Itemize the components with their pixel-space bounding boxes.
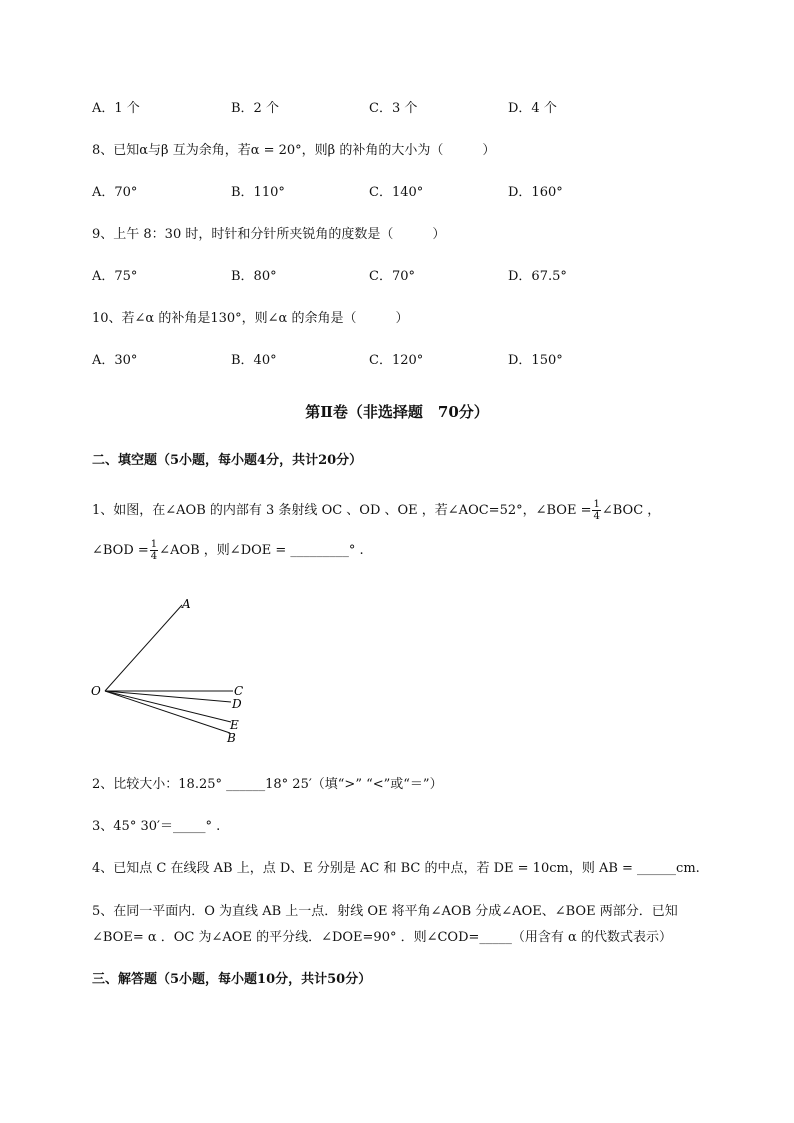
fill1-line2 [92, 538, 364, 564]
fill1-line1-text-after: ∠BOC ， [601, 503, 661, 518]
q10-option-b: B．40° [231, 353, 277, 368]
q10-option-a: A．30° [92, 353, 138, 368]
angle-rays-figure [85, 590, 265, 750]
fill1-line1-text-before: 1、如图，在∠AOB 的内部有 3 条射线 OC 、OD 、OE ，若∠AOC=52°，∠BOE = [92, 503, 592, 518]
fill4: 4、已知点 C 在线段 AB 上，点 D、E 分别是 AC 和 BC 的中点，若 DE = 10cm，则 AB = ______cm. [92, 861, 700, 876]
q8-options [92, 184, 712, 202]
fraction-one-quarter [592, 499, 600, 522]
q9-option-a: A．75° [92, 269, 138, 284]
q8-stem: 8、已知α与β 互为余角，若α = 20°，则β 的补角的大小为（ ） [92, 143, 496, 158]
q7-option-c: C．3 个 [369, 101, 418, 116]
section2-heading: 二、填空题（5小题，每小题4分，共计20分） [92, 453, 363, 468]
q10-options [92, 352, 712, 370]
fill1-line1 [92, 498, 660, 524]
point-e-label: E [230, 718, 239, 732]
q9-option-b: B．80° [231, 269, 277, 284]
fill1-line2-text-before: ∠BOD = [92, 543, 149, 558]
q7-option-a: A．1 个 [92, 101, 140, 116]
q9-option-c: C．70° [369, 269, 415, 284]
fill1-line2-text-after: ∠AOB ，则∠DOE = _________° . [159, 543, 364, 558]
ray-od [105, 691, 231, 702]
fill3: 3、45° 30′＝_____° . [92, 819, 221, 834]
q10-stem: 10、若∠α 的补角是130°，则∠α 的余角是（ ） [92, 311, 409, 326]
fraction-one-quarter [150, 539, 158, 562]
point-o-label: O [91, 684, 101, 698]
q9-option-d: D．67.5° [508, 269, 567, 284]
section3-heading: 三、解答题（5小题，每小题10分，共计50分） [92, 972, 372, 987]
fraction-denominator: 4 [593, 511, 600, 522]
q10-option-c: C．120° [369, 353, 424, 368]
point-c-label: C [234, 684, 244, 698]
q8-option-c: C．140° [369, 185, 424, 200]
fraction-numerator: 1 [593, 499, 600, 510]
fill5-line1: 5、在同一平面内．O 为直线 AB 上一点．射线 OE 将平角∠AOB 分成∠AOE、∠BOE 两部分．已知 [92, 904, 678, 919]
ray-oe [105, 691, 231, 722]
q10-option-d: D．150° [508, 353, 563, 368]
q8-option-d: D．160° [508, 185, 563, 200]
point-d-label: D [232, 697, 242, 711]
q8-option-a: A．70° [92, 185, 138, 200]
point-b-label: B [227, 731, 236, 745]
ray-oa [105, 605, 182, 691]
q8-option-b: B．110° [231, 185, 285, 200]
part2-title: 第Ⅱ卷（非选择题 70分） [305, 403, 489, 421]
ray-ob [105, 691, 230, 733]
q7-option-d: D．4 个 [508, 101, 557, 116]
fraction-numerator: 1 [150, 539, 158, 550]
point-a-label: A [182, 597, 191, 611]
q9-options [92, 268, 712, 286]
fill5-line2: ∠BOE= α ．OC 为∠AOE 的平分线．∠DOE=90° ．则∠COD=_____（用含有 α 的代数式表示） [92, 930, 672, 945]
q7-option-b: B．2 个 [231, 101, 279, 116]
fraction-denominator: 4 [150, 551, 158, 562]
q9-stem: 9、上午 8：30 时，时针和分针所夹锐角的度数是（ ） [92, 227, 446, 242]
fill2: 2、比较大小：18.25° ______18° 25′（填“>” “<”或“＝”） [92, 777, 443, 792]
q7-options [92, 100, 712, 118]
